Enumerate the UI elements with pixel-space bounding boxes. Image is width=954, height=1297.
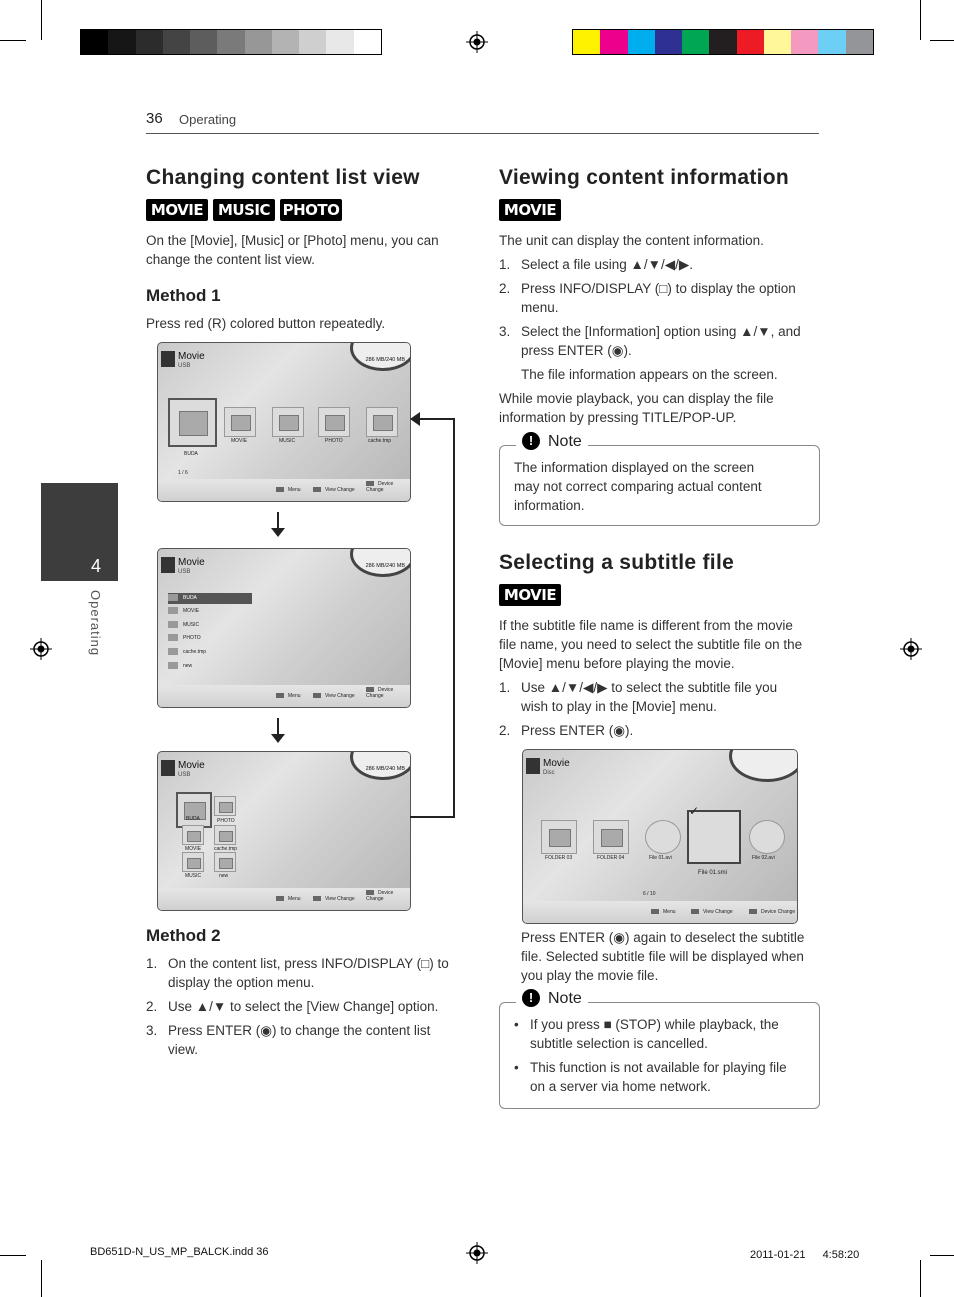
- folder-icon: [318, 407, 350, 437]
- section-title-subtitle: Selecting a subtitle file: [499, 551, 735, 574]
- registration-mark-icon: [30, 638, 52, 660]
- page-counter: 1 / 6: [178, 470, 188, 476]
- crop-mark: [930, 1255, 954, 1256]
- left-arrow-icon: [410, 412, 420, 426]
- movie-badge: MOVIE: [146, 199, 208, 221]
- info-step: 3. Select the [Information] option using ▲/▼, and press ENTER (◉).: [499, 324, 801, 358]
- registration-mark-icon: [900, 638, 922, 660]
- file-label: FOLDER 04: [597, 855, 625, 861]
- folder-icon: [182, 852, 204, 872]
- logo-icon: [161, 760, 175, 776]
- crop-mark: [920, 1260, 921, 1297]
- note-box: ! Note • If you press ■ (STOP) while playback, the subtitle selection is cancelled. • This function is not available for playing file on a server via home network.: [499, 1002, 820, 1109]
- folder-label: BUDA: [184, 451, 198, 457]
- menu-hint: Menu: [276, 896, 301, 902]
- method2-title: Method 2: [146, 926, 221, 945]
- loop-connector: [410, 816, 454, 818]
- folder-icon: [593, 820, 629, 854]
- disc-icon: [729, 749, 798, 782]
- method2-step: 3. Press ENTER (◉) to change the content list view.: [146, 1023, 431, 1057]
- note-title: ! Note: [516, 432, 588, 451]
- folder-label: MUSIC: [279, 438, 296, 444]
- music-badge: MUSIC: [213, 199, 275, 221]
- folder-label: PHOTO: [325, 438, 343, 444]
- folder-label: cache.tmp: [368, 438, 392, 444]
- note-text: The information displayed on the screen may not correct comparing actual content information.: [514, 460, 762, 513]
- chapter-label: Operating: [88, 590, 103, 657]
- page-number: 36: [146, 110, 163, 127]
- capacity-readout: 286 MB/240 MB: [365, 766, 405, 772]
- method2-step: 1. On the content list, press INFO/DISPLAY (□) to display the option menu.: [146, 956, 449, 990]
- file-label: File 01.avi: [649, 855, 672, 861]
- method1-text: Press red (R) colored button repeatedly.: [146, 316, 386, 331]
- exclamation-icon: !: [522, 432, 540, 450]
- exclamation-icon: !: [522, 989, 540, 1007]
- device-change-hint: Device Change: [366, 481, 394, 493]
- screen-title: Movie: [178, 557, 205, 568]
- view-change-hint: View Change: [313, 693, 355, 699]
- screen-device: USB: [178, 772, 191, 778]
- registration-mark-icon: [466, 1242, 488, 1264]
- file-label: File 02.avi: [752, 855, 775, 861]
- crop-mark: [0, 1255, 26, 1256]
- info-step: 1. Select a file using ▲/▼/◀/▶.: [499, 257, 694, 272]
- content-list-intro: On the [Movie], [Music] or [Photo] menu, you can change the content list view.: [146, 233, 439, 267]
- film-reel-icon: [687, 810, 741, 864]
- view-change-hint: View Change: [691, 909, 733, 915]
- crop-mark: [930, 40, 954, 41]
- method1-title: Method 1: [146, 286, 221, 305]
- folder-icon: [214, 825, 236, 845]
- list-item: PHOTO: [168, 633, 248, 644]
- folder-label: new: [219, 873, 229, 879]
- folder-label: cache.tmp: [214, 846, 238, 852]
- info-step: 2. Press INFO/DISPLAY (□) to display the option menu.: [499, 281, 796, 315]
- menu-hint: Menu: [276, 487, 301, 493]
- folder-icon: [224, 407, 256, 437]
- view-change-hint: View Change: [313, 487, 355, 493]
- list-item: MOVIE: [168, 606, 248, 617]
- folder-icon: [541, 820, 577, 854]
- logo-icon: [161, 351, 175, 367]
- list-item: MUSIC: [168, 620, 248, 631]
- film-reel-icon: [645, 820, 681, 854]
- footer-date: 2011-01-21 4:58:20: [750, 1249, 860, 1261]
- menu-hint: Menu: [276, 693, 301, 699]
- folder-icon: [182, 825, 204, 845]
- capacity-readout: 286 MB/240 MB: [365, 357, 405, 363]
- page-counter: 6 / 10: [643, 891, 656, 897]
- movie-badge: MOVIE: [499, 199, 561, 221]
- file-label: FOLDER 03: [545, 855, 573, 861]
- logo-icon: [526, 758, 540, 774]
- screenshot-list-view: [157, 548, 411, 708]
- capacity-readout: 286 MB/240 MB: [365, 563, 405, 569]
- crop-mark: [0, 40, 26, 41]
- folder-icon: [214, 796, 236, 816]
- section-title-content-info: Viewing content information: [499, 166, 790, 189]
- loop-connector: [453, 418, 455, 818]
- subtitle-intro: If the subtitle file name is different from the movie file name, you need to select the subtitle file on the [Movie] menu before playing the movie.: [499, 618, 803, 671]
- registration-mark-icon: [466, 31, 488, 53]
- list-item: BUDA: [168, 593, 252, 604]
- folder-icon: [366, 407, 398, 437]
- folder-label: MOVIE: [185, 846, 202, 852]
- movie-badge: MOVIE: [499, 584, 561, 606]
- device-change-hint: Device Change: [749, 909, 795, 915]
- info-intro: The unit can display the content information.: [499, 233, 764, 248]
- folder-label: BUDA: [186, 816, 200, 822]
- screen-device: USB: [178, 363, 191, 369]
- screen-title: Movie: [178, 760, 205, 771]
- method2-step: 2. Use ▲/▼ to select the [View Change] option.: [146, 999, 439, 1014]
- folder-label: MOVIE: [231, 438, 248, 444]
- device-change-hint: Device Change: [366, 890, 394, 902]
- folder-icon: [176, 792, 212, 828]
- folder-icon: [214, 852, 236, 872]
- note-title: ! Note: [516, 989, 588, 1008]
- info-result: The file information appears on the screen.: [521, 367, 778, 382]
- screen-device: Disc: [543, 770, 555, 776]
- menu-hint: Menu: [651, 909, 676, 915]
- screenshot-grid-view: [157, 342, 411, 502]
- down-arrow-icon: [271, 734, 285, 743]
- gray-calibration-bar: [80, 29, 382, 55]
- view-change-hint: View Change: [313, 896, 355, 902]
- subtitle-after: Press ENTER (◉) again to deselect the subtitle file. Selected subtitle file will be displayed when you play the movie file.: [521, 930, 805, 983]
- screen-title: Movie: [543, 758, 570, 769]
- logo-icon: [161, 557, 175, 573]
- folder-icon: [168, 398, 217, 447]
- crop-mark: [41, 0, 42, 40]
- screenshot-subtitle-select: [522, 749, 798, 924]
- header-rule: [146, 133, 819, 134]
- color-calibration-bar: [572, 29, 874, 55]
- chapter-tab: [41, 483, 118, 581]
- chapter-number: 4: [91, 556, 102, 576]
- crop-mark: [920, 0, 921, 40]
- photo-badge: PHOTO: [280, 199, 342, 221]
- folder-label: MUSIC: [185, 873, 202, 879]
- folder-icon: [272, 407, 304, 437]
- info-extra: While movie playback, you can display the file information by pressing TITLE/POP-UP.: [499, 391, 774, 425]
- loop-connector: [420, 418, 455, 420]
- section-header: Operating: [179, 112, 237, 127]
- film-reel-icon: [749, 820, 785, 854]
- screen-device: USB: [178, 569, 191, 575]
- crop-mark: [41, 1260, 42, 1297]
- device-change-hint: Device Change: [366, 687, 394, 699]
- subtitle-step: 2. Press ENTER (◉).: [499, 723, 634, 738]
- checkmark-icon: ✓: [689, 804, 700, 818]
- screen-title: Movie: [178, 351, 205, 362]
- list-item: new: [168, 661, 248, 672]
- down-arrow-icon: [271, 528, 285, 537]
- folder-label: PHOTO: [217, 818, 235, 824]
- section-title-content-list: Changing content list view: [146, 166, 420, 189]
- footer-filename: BD651D-N_US_MP_BALCK.indd 36: [90, 1246, 269, 1258]
- screenshot-thumbnail-view: [157, 751, 411, 911]
- file-label: File 01.smi: [698, 870, 728, 876]
- list-item: cache.tmp: [168, 647, 248, 658]
- note-box: [499, 433, 820, 526]
- subtitle-step: 1. Use ▲/▼/◀/▶ to select the subtitle file you wish to play in the [Movie] menu.: [499, 680, 778, 714]
